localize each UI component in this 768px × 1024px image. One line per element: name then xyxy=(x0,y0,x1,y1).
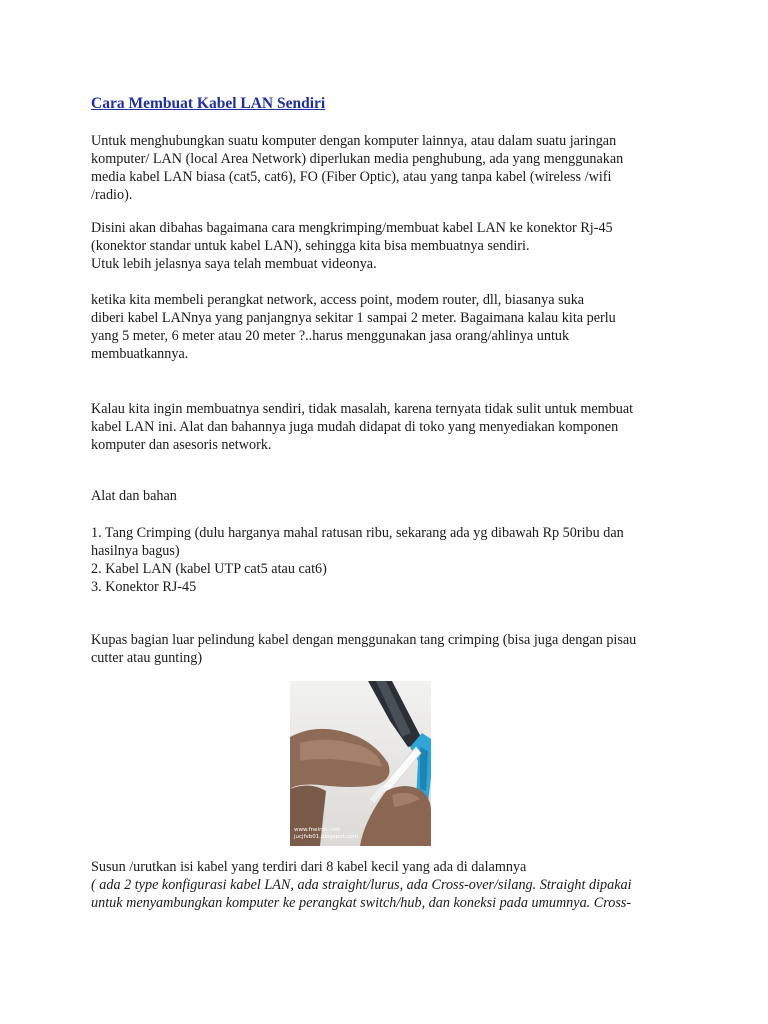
paragraph-diy xyxy=(91,400,691,454)
photo-caption-line: jucjfvb01.blogspot.com xyxy=(294,834,359,840)
text-line: Utuk lebih jelasnya saya telah membuat videonya. xyxy=(91,256,377,272)
text-line: /radio). xyxy=(91,187,133,203)
text-line: yang 5 meter, 6 meter atau 20 meter ?..harus menggunakan jasa orang/ahlinya untuk xyxy=(91,328,570,344)
text-line: ketika kita membeli perangkat network, access point, modem router, dll, biasanya suka xyxy=(91,292,585,308)
text-line: Susun /urutkan isi kabel yang terdiri dari 8 kabel kecil yang ada di dalamnya xyxy=(91,859,527,875)
text-line: Kalau kita ingin membuatnya sendiri, tidak masalah, karena ternyata tidak sulit untuk membuat xyxy=(91,401,634,417)
paragraph-crimping xyxy=(91,219,691,273)
text-line: cutter atau gunting) xyxy=(91,650,203,666)
list-item: 2. Kabel LAN (kabel UTP cat5 atau cat6) xyxy=(91,561,327,577)
text-line: media kabel LAN biasa (cat5, cat6), FO (Fiber Optic), atau yang tanpa kabel (wireless /wifi xyxy=(91,169,612,185)
list-item: 3. Konektor RJ-45 xyxy=(91,579,197,595)
text-line: kabel LAN ini. Alat dan bahannya juga mudah didapat di toko yang menyediakan komponen xyxy=(91,419,619,435)
section-heading xyxy=(91,487,691,505)
text-line: untuk menyambungkan komputer ke perangkat switch/hub, dan koneksi pada umumnya. Cross- xyxy=(91,895,632,911)
text-line: komputer dan asesoris network. xyxy=(91,437,272,453)
paragraph-sort xyxy=(91,858,691,876)
text-line: membuatkannya. xyxy=(91,346,189,362)
crimping-photo xyxy=(290,681,431,846)
list-item: hasilnya bagus) xyxy=(91,543,180,559)
paragraph-network xyxy=(91,291,691,363)
text-line: ( ada 2 type konfigurasi kabel LAN, ada straight/lurus, ada Cross-over/silang. Straight dipakai xyxy=(91,877,632,893)
paragraph-config-note xyxy=(91,876,691,912)
text-line: komputer/ LAN (local Area Network) diperlukan media penghubung, ada yang menggunakan xyxy=(91,151,624,167)
crimping-illustration xyxy=(290,681,431,846)
paragraph-strip xyxy=(91,631,691,667)
text-line: (konektor standar untuk kabel LAN), sehingga kita bisa membuatnya sendiri. xyxy=(91,238,530,254)
paragraph-intro xyxy=(91,132,691,204)
text-line: diberi kabel LANnya yang panjangnya sekitar 1 sampai 2 meter. Bagaimana kalau kita perlu xyxy=(91,310,616,326)
photo-caption-line: www.fneinsi.com xyxy=(294,827,341,833)
materials-list xyxy=(91,524,691,596)
text-line: Untuk menghubungkan suatu komputer dengan komputer lainnya, atau dalam suatu jaringan xyxy=(91,133,617,149)
page-title: Cara Membuat Kabel LAN Sendiri xyxy=(91,95,326,112)
list-item: 1. Tang Crimping (dulu harganya mahal ratusan ribu, sekarang ada yg dibawah Rp 50ribu dan xyxy=(91,525,624,541)
text-line: Disini akan dibahas bagaimana cara mengkrimping/membuat kabel LAN ke konektor Rj-45 xyxy=(91,220,613,236)
text-line: Alat dan bahan xyxy=(91,488,177,504)
text-line: Kupas bagian luar pelindung kabel dengan menggunakan tang crimping (bisa juga dengan pisau xyxy=(91,632,637,648)
